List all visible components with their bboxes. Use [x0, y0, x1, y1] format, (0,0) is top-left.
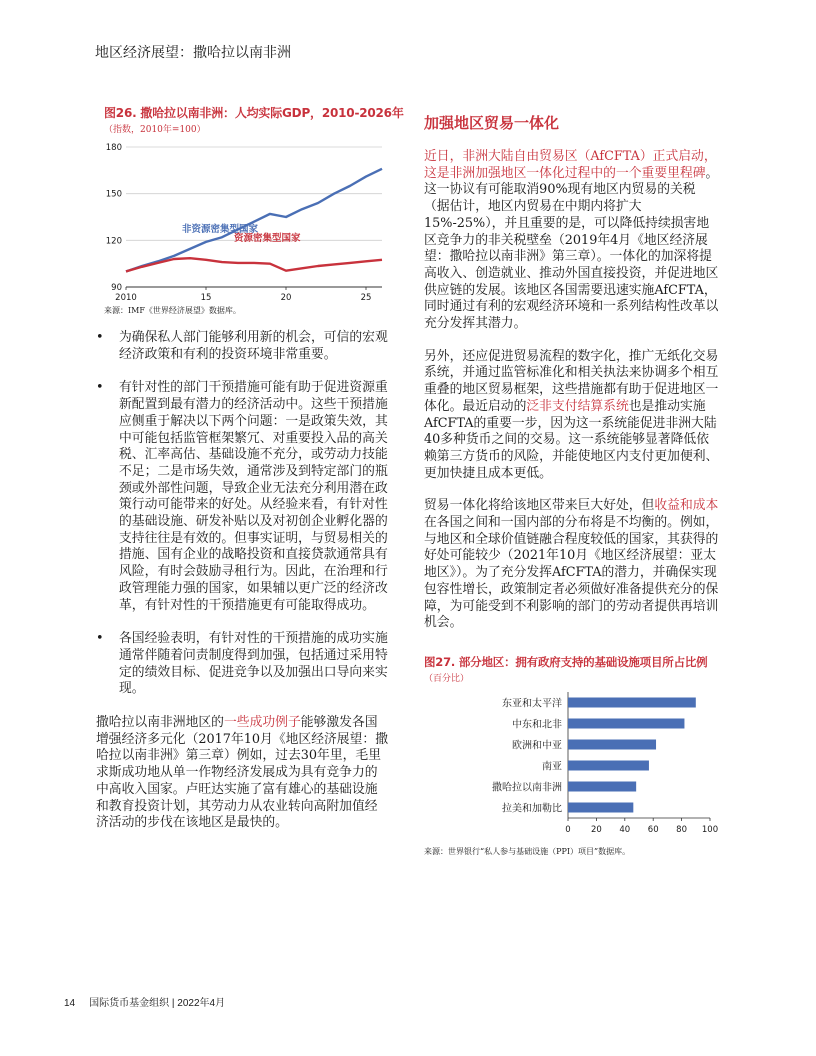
figure27-source: 来源：世界银行“私人参与基础设施（PPI）项目”数据库。 [424, 846, 631, 856]
footer-text: 国际货币基金组织 | 2022年4月 [89, 998, 226, 1009]
bar [568, 802, 633, 812]
success-examples-link[interactable]: 一些成功例子 [223, 715, 301, 731]
category-label: 欧洲和中亚 [512, 740, 562, 752]
figure27-chart [424, 690, 721, 840]
bullet-item [96, 380, 388, 614]
footer [64, 994, 225, 1009]
bullet-text: 有针对性的部门干预措施可能有助于促进资源重新配置到最有潜力的经济活动中。这些干预措施应侧重于解决以下两个问题：一是政策失效，其中可能包括监管框架繁冗、对重要投入品的高关税、汇率高估、基础设施不充分，或劳动力技能不足；二是市场失效，通常涉及到特定部门的瓶颈或外部性问题，导致企业无法充分利用潜在政策行动可能带来的好处。从经验来看，有针对性的基础设施、研发补贴以及对初创企业孵化器的支持往往是有效的。但事实证明，与贸易相关的措施、国有企业的战略投资和直接贷款通常具有风险，有时会鼓励寻租行为。因此，在治理和行政管理能力强的国家，如果辅以更广泛的经济改革，有针对性的干预措施更有可能取得成功。 [119, 380, 388, 613]
x-tick-label: 25 [360, 293, 372, 303]
bullet-item [96, 631, 388, 698]
category-label: 拉美和加勒比 [502, 803, 562, 815]
y-tick-label: 120 [105, 236, 122, 247]
benefits-paragraph: 贸易一体化将给该地区带来巨大好处，但收益和成本在各国之间和一国内部的分布将是不均衡的。例如，与地区和全球价值链融合程度较低的国家，其获得的好处可能较少（2021年10月《地区经济展望：亚太地区》）。为了充分发挥AfCFTA的潜力，并确保实现包容性增长，政策制定者必须做好准备提供充分的保障，为可能受到不利影响的部门的劳动者提供再培训机会。 [424, 498, 719, 631]
bullet-text: 各国经验表明，有针对性的干预措施的成功实施通常伴随着问责制度得到加强，包括通过采用特定的绩效目标、促进竞争以及加强出口导向来实现。 [119, 631, 388, 697]
bar [568, 718, 684, 728]
page-number: 14 [64, 998, 76, 1009]
x-tick-label: 20 [590, 824, 602, 835]
x-tick-label: 20 [280, 293, 292, 303]
y-tick-label: 90 [111, 283, 122, 293]
figure26-source: 来源：IMF《世界经济展望》数据库。 [104, 306, 241, 315]
category-label: 南亚 [542, 761, 562, 773]
bar [568, 760, 649, 770]
benefits-costs-link[interactable]: 收益和成本 [654, 498, 719, 514]
bullet-text: 为确保私人部门能够利用新的机会，可信的宏观经济政策和有利的投资环境非常重要。 [119, 330, 388, 362]
afcfta-link[interactable]: 近日，非洲大陆自由贸易区（AfCFTA）正式启动，这是非洲加强地区一体化过程中的一个重要里程碑 [424, 149, 717, 181]
series-line-2 [126, 258, 382, 271]
afcfta-paragraph: 近日，非洲大陆自由贸易区（AfCFTA）正式启动，这是非洲加强地区一体化过程中的一个重要里程碑。这一协议有可能取消90%现有地区内贸易的关税（据估计，地区内贸易在中期内将扩大15%-25%），并且重要的是，可以降低持续损害地区竞争力的非关税壁垒（2019年4月《地区经济展望：撒哈拉以南非洲》第三章）。一体化的加深将提高收入、创造就业、推动外国直接投资，并促进地区供应链的发展。该地区各国需要迅速实施AfCFTA，同时通过有利的宏观经济环境和一系列结构性改革以充分发挥其潜力。 [424, 149, 719, 332]
bar [568, 739, 656, 749]
right-column [424, 112, 721, 857]
x-tick-label: 80 [676, 824, 688, 835]
series-label: 非资源密集型国家 [182, 223, 259, 235]
bar [568, 697, 696, 707]
x-tick-label: 0 [565, 824, 571, 835]
x-tick-label: 15 [200, 293, 212, 303]
y-tick-label: 150 [105, 189, 122, 200]
bullet-marker: • [96, 330, 104, 345]
category-label: 中东和北非 [512, 719, 562, 731]
figure26-chart [104, 139, 394, 309]
bullet-marker: • [96, 631, 104, 647]
figure27-title: 图27. 部分地区：拥有政府支持的基础设施项目所占比例 [424, 654, 708, 669]
x-tick-label: 60 [647, 824, 659, 835]
figure27-subtitle: （百分比） [424, 673, 470, 684]
series-line-1 [126, 169, 382, 272]
digitalization-paragraph: 另外，还应促进贸易流程的数字化，推广无纸化交易系统，并通过监管标准化和相关执法来协调多个相互重叠的地区贸易框架，这些措施都有助于促进地区一体化。最近启动的泛非支付结算系统也是推动实施AfCFTA的重要一步，因为这一系统能促进非洲大陆40多种货币之间的交易。这一系统能够显著降低依赖第三方货币的风险，并能使地区内支付更加便利、更加快捷且成本更低。 [424, 348, 719, 481]
figure26-subtitle: （指数，2010年=100） [104, 125, 206, 135]
bar [568, 781, 636, 791]
category-label: 东亚和太平洋 [502, 698, 562, 710]
bullet-item [96, 330, 388, 363]
category-label: 撒哈拉以南非洲 [492, 782, 562, 794]
section-title: 加强地区贸易一体化 [424, 114, 560, 132]
x-tick-label: 40 [619, 824, 631, 835]
x-tick-label: 100 [701, 824, 719, 835]
running-header: 地区经济展望：撒哈拉以南非洲 [95, 45, 291, 61]
left-column [96, 104, 404, 832]
papss-link[interactable]: 泛非支付结算系统 [526, 398, 629, 414]
y-tick-label: 180 [105, 143, 122, 153]
series-label: 资源密集型国家 [234, 233, 301, 245]
bullet-marker: • [96, 380, 104, 396]
left-paragraph: 撒哈拉以南非洲地区的一些成功例子能够激发各国增强经济多元化（2017年10月《地区经济展望：撒哈拉以南非洲》第三章）例如，过去30年里，毛里求斯成功地从单一作物经济发展成为具有竞争力的中高收入国家。卢旺达实施了富有雄心的基础设施和教育投资计划，其劳动力从农业转向高附加值经济活动的步伐在该地区是最快的。 [96, 715, 388, 831]
figure26-title: 图26. 撒哈拉以南非洲：人均实际GDP，2010-2026年 [104, 106, 404, 120]
x-tick-label: 2010 [115, 293, 137, 303]
bullet-list [96, 330, 388, 698]
